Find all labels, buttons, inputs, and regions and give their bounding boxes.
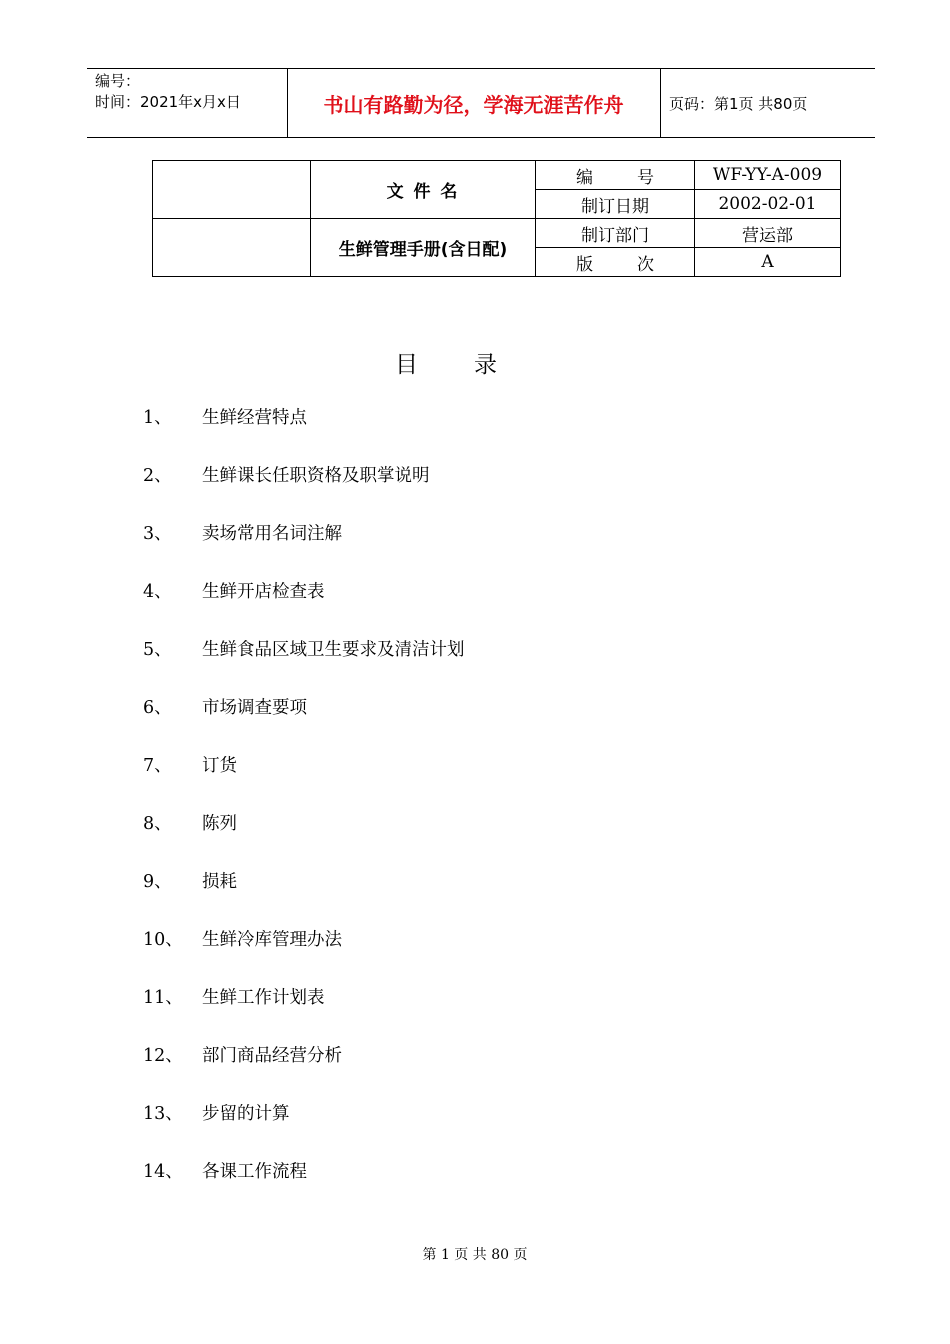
toc-item-number: 4、 [143, 582, 172, 602]
toc-item-text: 步留的计算 [202, 1104, 290, 1124]
info-value-version: A [695, 248, 841, 277]
toc-item-text: 生鲜冷库管理办法 [202, 930, 342, 950]
header-page-info: 页码：第1页 共80页 [669, 94, 808, 113]
number-label: 编号： [95, 72, 141, 90]
info-blank-cell [153, 161, 311, 219]
info-value-date: 2002-02-01 [695, 190, 841, 219]
toc-item-text: 部门商品经营分析 [202, 1046, 342, 1066]
toc-item-text: 生鲜开店检查表 [202, 582, 325, 602]
page-header [87, 68, 875, 138]
toc-item-number: 10、 [143, 930, 183, 950]
toc-item-number: 5、 [143, 640, 172, 660]
toc-item-text: 订货 [202, 756, 237, 776]
toc-item-text: 市场调查要项 [202, 698, 307, 718]
file-name-label: 文 件 名 [311, 161, 536, 219]
toc-item-number: 9、 [143, 872, 172, 892]
info-value-number: WF-YY-A-009 [695, 161, 841, 190]
toc-item-number: 6、 [143, 698, 172, 718]
toc-item-text: 生鲜工作计划表 [202, 988, 325, 1008]
toc-item-number: 1、 [143, 408, 172, 428]
toc-item-text: 各课工作流程 [202, 1162, 307, 1182]
doc-title: 生鲜管理手册(含日配) [311, 219, 536, 277]
toc-item-number: 13、 [143, 1104, 183, 1124]
toc-item-number: 12、 [143, 1046, 183, 1066]
info-label-date: 制订日期 [536, 190, 695, 219]
toc-item-text: 损耗 [202, 872, 237, 892]
document-info-table [152, 160, 841, 277]
toc-title: 目 录 [395, 352, 497, 378]
toc-item-text: 卖场常用名词注解 [202, 524, 342, 544]
header-divider [660, 69, 661, 137]
toc-item-number: 3、 [143, 524, 172, 544]
header-motto: 书山有路勤为径，学海无涯苦作舟 [323, 92, 624, 117]
toc-item-text: 生鲜经营特点 [202, 408, 307, 428]
info-value-dept: 营运部 [695, 219, 841, 248]
toc-item-number: 8、 [143, 814, 172, 834]
info-label-dept: 制订部门 [536, 219, 695, 248]
toc-item-number: 11、 [143, 988, 183, 1008]
info-label-number: 编 号 [536, 161, 695, 190]
info-label-version: 版 次 [536, 248, 695, 277]
info-blank-cell [153, 219, 311, 277]
header-meta [95, 71, 285, 113]
toc-item-text: 生鲜课长任职资格及职掌说明 [202, 466, 430, 486]
toc-item-number: 14、 [143, 1162, 183, 1182]
toc-item-text: 陈列 [202, 814, 237, 834]
page-footer: 第 1 页 共 80 页 [422, 1247, 528, 1263]
toc-item-number: 7、 [143, 756, 172, 776]
toc-item-number: 2、 [143, 466, 172, 486]
time-label: 时间：2021年x月x日 [95, 93, 241, 111]
toc-item-text: 生鲜食品区域卫生要求及清洁计划 [202, 640, 465, 660]
